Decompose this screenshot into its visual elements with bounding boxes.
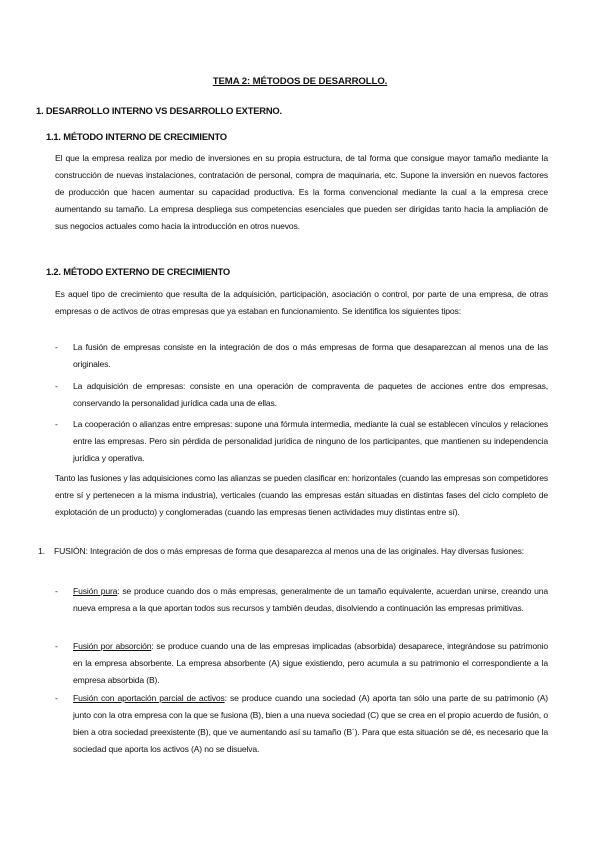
paragraph-internal-growth: El que la empresa realiza por medio de inversiones en su propia estructura, de tal forma que consigue mayor tamaño mediante la construcción de nuevas instalaciones, contratación de personal, compra de maquinaria, etc. Supone la inversión en nuevos factores de producción que hacen aumentar su capacidad productiva. Es la forma convencional mediante la cual a la empresa crece aumentando su tamaño. La empresa despliega sus competencias esenciales que pueden ser dirigidas tanto hacia la ampliación de sus negocios actuales como hacia la introducción en otros nuevos. (55, 153, 548, 231)
bullet-dash: - (55, 342, 58, 352)
list-item-text (73, 638, 548, 689)
subsection-heading-1-2: 1.2. MÉTODO EXTERNO DE CRECIMIENTO (46, 266, 231, 277)
fusion-type-text: : se produce cuando una sociedad (A) aporta tan sólo una parte de su patrimonio (A) junto con la otra empresa con la que se fusiona (B), bien a una nueva sociedad (C) que se crea en el propio acuerdo de fusión, o bien a otra sociedad preexistente (B), que ve aumentando así su tamaño (B´). Para que esta situación se dé, es necesario que la sociedad que aporta los activos (A) no se disuelva. (73, 693, 548, 754)
numbered-item-fusion (38, 543, 548, 560)
bullet-dash: - (55, 641, 58, 651)
list-item-text: La fusión de empresas consiste en la integración de dos o más empresas de forma que desaparezcan al menos una de las originales. (73, 342, 548, 369)
fusion-type-text: : se produce cuando una de las empresas implicadas (absorbida) desaparece, integrándose su patrimonio en la empresa absorbente. La empresa absorbente (A) sigue existiendo, pero acumula a su patrimonio el correspondiente a la empresa absorbida (B). (73, 641, 548, 685)
list-item-text: La cooperación o alianzas entre empresas: supone una fórmula intermedia, mediante la cual se establecen vínculos y relaciones entre las empresas. Pero sin pérdida de personalidad jurídica de ninguno de los participantes, que mantienen su independencia jurídica y operativa. (73, 419, 548, 463)
bullet-dash: - (55, 419, 58, 429)
bullet-dash: - (55, 381, 58, 391)
subsection-heading-1-1: 1.1. MÉTODO INTERNO DE CRECIMIENTO (46, 131, 227, 142)
list-item (55, 339, 548, 373)
paragraph-external-growth-intro: Es aquel tipo de crecimiento que resulta de la adquisición, participación, asociación o control, por parte de una empresa, de otras empresas o de activos de otras empresas que ya estaban en funcionamiento. Se identifica los siguientes tipos: (55, 289, 548, 316)
list-item-text (73, 583, 548, 617)
fusion-type-name: Fusión pura (73, 586, 118, 596)
list-item-text (73, 690, 548, 758)
bullet-dash: - (55, 586, 58, 596)
list-item (55, 378, 548, 412)
fusion-definition: FUSIÓN: Integración de dos o más empresas de forma que desaparezca al menos una de las originales. Hay diversas fusiones: (54, 546, 525, 556)
list-item (55, 583, 548, 617)
page-title: TEMA 2: MÉTODOS DE DESARROLLO. (212, 76, 388, 87)
list-item (55, 690, 548, 758)
bullet-dash: - (55, 693, 58, 703)
item-number: 1. (38, 546, 46, 556)
list-item (55, 638, 548, 689)
paragraph-classification: Tanto las fusiones y las adquisiciones como las alianzas se pueden clasificar en: horizontales (cuando las empresas son competidores entre sí y pertenecen a la misma industria), verticales (cuando las empresas están situadas en distintas fases del ciclo completo de explotación de un producto) y conglomeradas (cuando las empresas tienen actividades muy distintas entre sí). (55, 473, 548, 517)
section-heading-1: 1. DESARROLLO INTERNO VS DESARROLLO EXTERNO. (36, 105, 282, 116)
fusion-type-name: Fusión por absorción (73, 641, 152, 651)
fusion-type-text: : se produce cuando dos o más empresas, generalmente de un tamaño equivalente, acuerdan unirse, creando una nueva empresa a la que aportan todos sus recursos y también deudas, disolviendo a continuación las empresas primitivas. (73, 586, 549, 613)
fusion-type-name: Fusión con aportación parcial de activos (73, 693, 225, 703)
list-item (55, 416, 548, 467)
list-item-text: La adquisición de empresas: consiste en una operación de compraventa de paquetes de acciones entre dos empresas, conservando la personalidad jurídica cada una de ellas. (73, 381, 548, 408)
